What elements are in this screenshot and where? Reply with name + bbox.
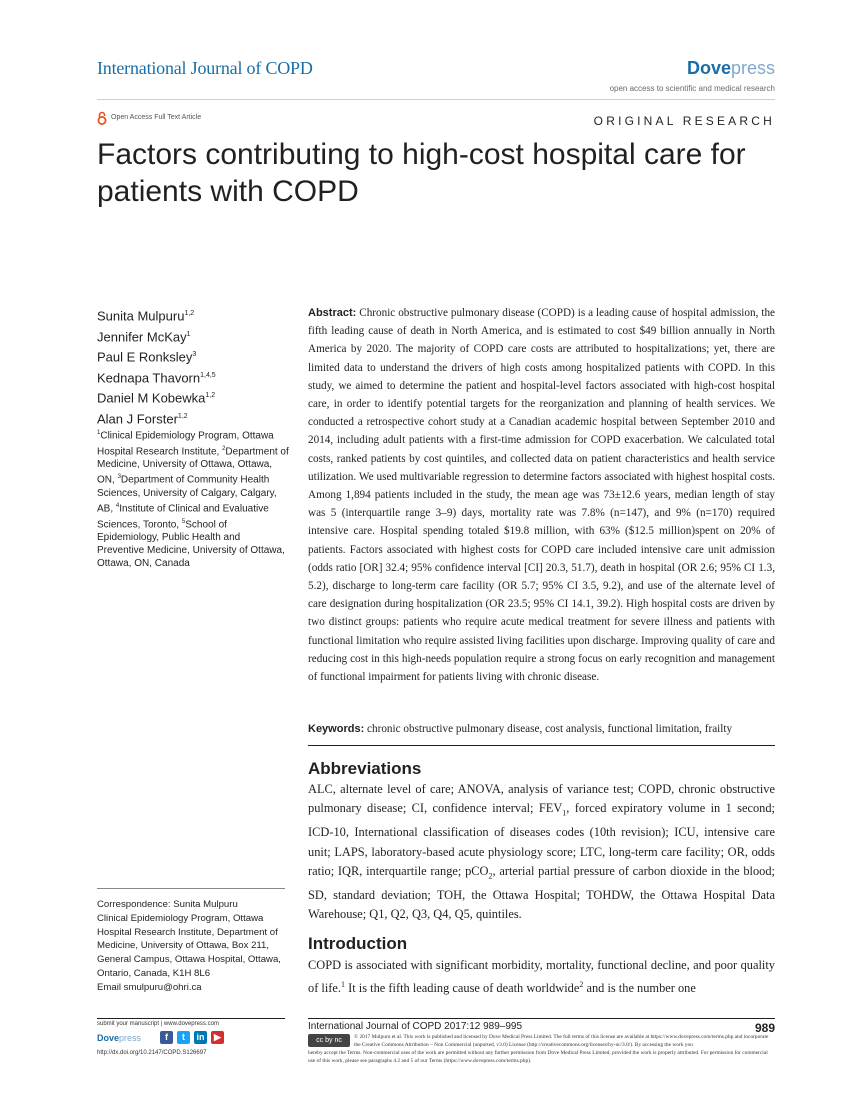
journal-name[interactable]: International Journal of COPD <box>97 58 313 78</box>
correspondence-email[interactable]: Email smulpuru@ohri.ca <box>97 981 202 993</box>
correspondence-address: Clinical Epidemiology Program, Ottawa Hospital Research Institute, Department of Medicine, University of Ottawa, Box 211, General Campus, Ottawa Hospital, Ottawa, Ontario, Canada, K1H 8L6 <box>97 912 281 979</box>
footer-divider-left <box>97 1018 285 1019</box>
publisher-tagline: open access to scientific and medical research <box>609 84 775 93</box>
author[interactable]: Kednapa Thavorn$^{1,4,5}$ <box>97 369 216 385</box>
youtube-icon[interactable]: ▶ <box>211 1031 224 1044</box>
abbreviations-heading: Abbreviations <box>308 759 422 778</box>
page-number: 989 <box>754 1021 775 1035</box>
author[interactable]: Paul E Ronksley$^3$ <box>97 349 197 365</box>
facebook-icon[interactable]: f <box>160 1031 173 1044</box>
cc-license-icon[interactable]: cc by nc <box>308 1034 350 1047</box>
introduction-heading: Introduction <box>308 934 408 953</box>
author[interactable]: Alan J Forster$^{1,2}$ <box>97 410 188 426</box>
author[interactable]: Daniel M Kobewka$^{1,2}$ <box>97 390 216 406</box>
license-text-continued: hereby accept the Terms. Non-commercial uses of the work are permitted without any further permission from Dove Medical Press Limited, provided the work is properly attributed. For permission for commercial use of this work, please see paragraphs 4.2 and 5 of our Terms (https://www.dovepress.com/terms.php). <box>308 1050 768 1065</box>
footer-publisher-logo[interactable]: Dovepress <box>97 1033 142 1043</box>
abstract: Abstract: Chronic obstructive pulmonary disease (COPD) is a leading cause of hospital admission, the fifth leading cause of death in North America, and is estimated to cost $49 billion annually in North America by 2020. The majority of COPD care costs are attributed to hospitalizations; yet, there are limited data to understand the drivers of high costs among hospitalized patients with COPD. In this study, we aimed to determine the patient and hospital-level factors associated with high-cost hospital care, in order to identify potential targets for the reorganization and planning of health services. We conducted a retrospective cohort study at a Canadian academic hospital between September 2010 and 2014, including adult patients with a first-time admission for COPD exacerbation. We calculated total costs, ranked patients by cost quintiles, and collected data on patient characteristics and health service utilization. We used multivariable regression to determine factors associated with highest hospital costs. Among 1,894 patients included in the study, the mean age was 73±12.6 years, median length of stay was 5 (interquartile range 3–9) days, mortality rate was 7.8% (n=147), and 9% (n=170) required intensive care. Hospital spending totaled $19.8 million, with 63% ($12.5 million)spent on 20% of patients. Factors associated with highest costs for COPD care included intensive care unit admission (odds ratio [OR] 32.4; 95% confidence interval [CI] 20.3, 51.7), death in hospital (OR 2.6; 95% CI 1.3, 5.2), discharge to long-term care facility (OR 5.7; 95% CI 3.5, 9.2), and use of the alternate level of care designation during hospitalization (OR 23.5; 95% CI 14.1, 39.2). High hospital costs are driven by two distinct groups: patients who require acute medical treatment for severe illness and patients with functional limitation who require assisted living facilities upon discharge. Improving quality of care and reducing cost in this high-needs population require a strong focus on early recognition and management of functional impairment for patients living with chronic disease. <box>308 307 776 684</box>
correspondence <box>97 898 289 995</box>
footer-divider-right <box>308 1018 775 1019</box>
section-label: ORIGINAL RESEARCH <box>593 114 775 128</box>
open-access-label: Open Access Full Text Article <box>111 114 202 121</box>
footer-citation: International Journal of COPD 2017:12 989–995 <box>308 1021 523 1032</box>
open-access-icon <box>97 111 107 125</box>
license-text: © 2017 Mulpuru et al. This work is published and licensed by Dove Medical Press Limited. The full terms of this license are available at https://www.dovepress.com/terms.php and incorporate the Creative Commons Attribution – Non Commercial (unported, v3.0) License (http://creativecommons.org/licenses/by-nc/3.0/). By accessing the work you <box>354 1034 769 1049</box>
author[interactable]: Jennifer McKay$^1$ <box>97 328 191 344</box>
article-title: Factors contributing to high-cost hospital care for patients with COPD <box>97 138 746 208</box>
keywords: Keywords: chronic obstructive pulmonary disease, cost analysis, functional limitation, frailty <box>308 723 733 735</box>
abstract-divider <box>308 745 775 746</box>
twitter-icon[interactable]: t <box>177 1031 190 1044</box>
doi-link[interactable]: http://dx.doi.org/10.2147/COPD.S126697 <box>97 1050 207 1056</box>
introduction-text: COPD is associated with significant morbidity, mortality, functional decline, and poor quality of life.$^1$ It is the fifth leading cause of death worldwide$^2$ and is the number one <box>308 958 775 996</box>
author[interactable]: Sunita Mulpuru$^{1,2}$ <box>97 308 195 324</box>
correspondence-divider <box>97 888 285 889</box>
correspondence-name: Correspondence: Sunita Mulpuru <box>97 899 238 910</box>
header-divider <box>97 99 775 100</box>
abbreviations-text: ALC, alternate level of care; ANOVA, analysis of variance test; COPD, chronic obstructive pulmonary disease; CI, confidence interval; $FEV_1$, forced expiratory volume in 1 second; ICD-10, International classification of diseases codes (10th revision); ICU, intensive care unit; LAPS, laboratory-based acute physiology score; LTC, long-term care facility; OR, odds ratio; IQR, interquartile range; pCO$_2$, arterial partial pressure of carbon dioxide in the blood; SD, standard deviation; TOH, the Ottawa Hospital; TOHDW, the Ottawa Hospital Data Warehouse; Q1, Q2, Q3, Q4, Q5, quintiles. <box>308 782 775 922</box>
author-list <box>97 305 216 428</box>
linkedin-icon[interactable]: in <box>194 1031 207 1044</box>
affiliations: $^1$Clinical Epidemiology Program, Ottawa Hospital Research Institute, $^2$Department of Medicine, University of Ottawa, Ottawa, ON, $^3$Department of Community Health Sciences, University of Calgary, Calgary, AB, $^4$Institute of Clinical and Evaluative Sciences, Toronto, $^5$School of Epidemiology, Public Health and Preventive Medicine, University of Ottawa, Ottawa, ON, Canada <box>97 430 289 570</box>
publisher-logo[interactable]: Dovepress <box>686 58 775 78</box>
submit-manuscript-link[interactable]: submit your manuscript | www.dovepress.com <box>97 1021 219 1027</box>
social-links <box>160 1031 224 1044</box>
